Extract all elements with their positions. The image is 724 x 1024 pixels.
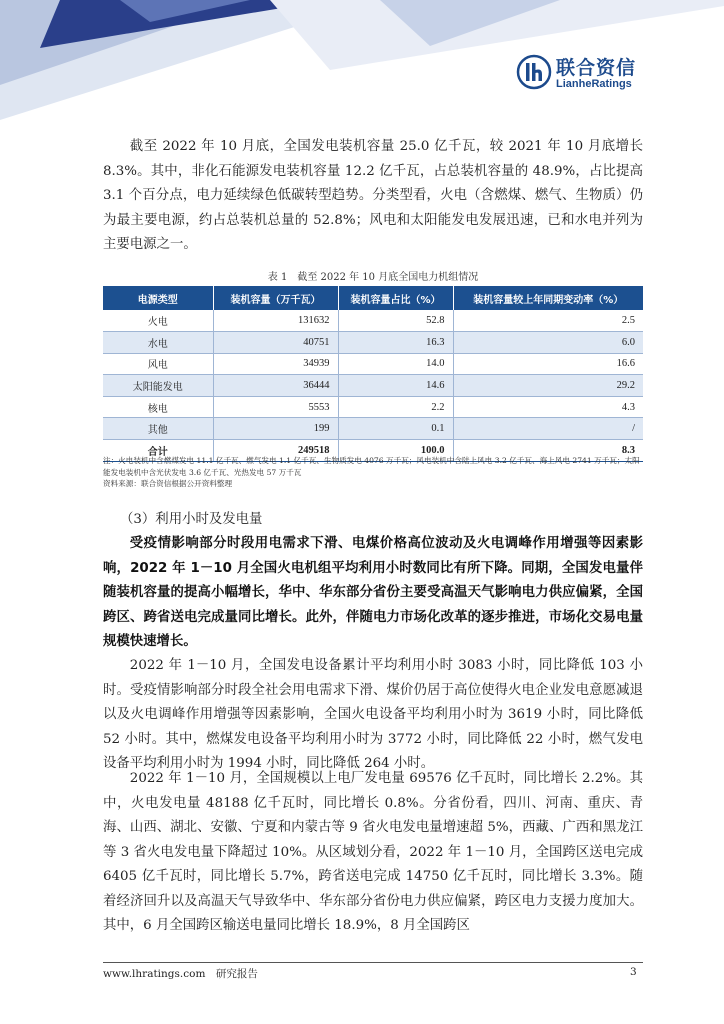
header-type: 电源类型 [103, 286, 213, 310]
cell-share: 52.8 [338, 310, 453, 332]
table-row [103, 418, 643, 440]
table-row [103, 332, 643, 354]
cell-share: 16.3 [338, 332, 453, 354]
footer-site: www.lhratings.com 研究报告 [103, 968, 258, 980]
hours-paragraph: 2022 年 1－10 月，全国发电设备累计平均利用小时 3083 小时，同比降低 103 小时。受疫情影响部分时段全社会用电需求下滑、煤价仍居于高位使得火电企业发电意愿减退以及火电调峰作用增强等因素影响，全国火电设备平均利用小时为 3619 小时，同比降低 52 小时。其中，燃煤发电设备平均利用小时为 3772 小时，同比降低 22 小时，燃气发电设备平均利用小时为 1994 小时，同比降低 264 小时。 [103, 658, 643, 771]
section-subheading: （3）利用小时及发电量 [120, 512, 263, 527]
cell-change: 16.6 [453, 353, 643, 375]
cell-change: 8.3 [453, 440, 643, 462]
table-row [103, 396, 643, 418]
header-share: 装机容量占比（%） [338, 286, 453, 310]
table-row [103, 310, 643, 332]
cell-share: 14.0 [338, 353, 453, 375]
section-summary: 受疫情影响部分时段用电需求下滑、电煤价格高位波动及火电调峰作用增强等因素影响，2022 年 1－10 月全国火电机组平均利用小时数同比有所下降。同期，全国发电量伴随装机容量的提高小幅增长，华中、华东部分省份主要受高温天气影响电力供应偏紧，全国跨区、跨省送电完成量同比增长。此外，伴随电力市场化改革的逐步推进，市场化交易电量规模快速增长。 [103, 536, 643, 649]
cell-share: 2.2 [338, 396, 453, 418]
cell-type: 核电 [103, 396, 213, 418]
cell-type: 火电 [103, 310, 213, 332]
page-number: 3 [630, 966, 637, 978]
table-caption: 表 1 截至 2022 年 10 月底全国电力机组情况 [267, 272, 479, 283]
table-header-row [103, 286, 643, 310]
cell-share: 0.1 [338, 418, 453, 440]
company-logo [516, 50, 646, 94]
cell-change: 29.2 [453, 375, 643, 397]
logo-english-text: LianheRatings [556, 78, 632, 90]
cell-capacity: 249518 [213, 440, 338, 462]
cell-share: 14.6 [338, 375, 453, 397]
cell-change: 6.0 [453, 332, 643, 354]
table-row [103, 353, 643, 375]
intro-paragraph: 截至 2022 年 10 月底，全国发电装机容量 25.0 亿千瓦，较 2021 年 10 月底增长 8.3%。其中，非化石能源发电装机容量 12.2 亿千瓦，占总装机容量的 48.9%，占比提高 3.1 个百分点，电力延续绿色低碳转型趋势。分类型看，火电（含燃煤、燃气、生物质）仍为最主要电源，约占总装机总量的 52.8%；风电和太阳能发电发展迅速，已和水电并列为主要电源之一。 [103, 139, 643, 252]
cell-share: 100.0 [338, 440, 453, 462]
cell-type: 水电 [103, 332, 213, 354]
header-change: 装机容量较上年同期变动率（%） [453, 286, 643, 310]
cell-capacity: 5553 [213, 396, 338, 418]
cell-type: 其他 [103, 418, 213, 440]
cell-type: 合计 [103, 440, 213, 462]
footer-divider [103, 962, 643, 963]
cell-capacity: 131632 [213, 310, 338, 332]
table-note: 注：火电装机中含燃煤发电 11.1 亿千瓦、燃气发电 1.1 亿千瓦、生物质发电 4076 万千瓦；风电装机中含陆上风电 3.2 亿千瓦、海上风电 2741 万千瓦；太阳能发电装机中含光伏发电 3.6 亿千瓦、光热发电 57 万千瓦 [103, 456, 640, 477]
cell-change: / [453, 418, 643, 440]
cell-change: 2.5 [453, 310, 643, 332]
capacity-table [103, 286, 643, 462]
cell-change: 4.3 [453, 396, 643, 418]
generation-paragraph: 2022 年 1－10 月，全国规模以上电厂发电量 69576 亿千瓦时，同比增长 2.2%。其中，火电发电量 48188 亿千瓦时，同比增长 0.8%。分省份看，四川、河南、重庆、青海、山西、湖北、安徽、宁夏和内蒙古等 9 省火电发电量增速超 5%，西藏、广西和黑龙江等 3 省火电发电量下降超过 10%。从区域划分看，2022 年 1－10 月，全国跨区送电完成 6405 亿千瓦时，同比增长 5.7%，跨省送电完成 14750 亿千瓦时，同比增长 3.3%。随着经济回升以及高温天气导致华中、华东部分省份电力供应偏紧，跨区电力支援力度加大。其中，6 月全国跨区输送电量同比增长 18.9%，8 月全国跨区 [103, 771, 643, 933]
logo-mark-icon [516, 54, 552, 90]
cell-capacity: 199 [213, 418, 338, 440]
cell-type: 太阳能发电 [103, 375, 213, 397]
cell-capacity: 36444 [213, 375, 338, 397]
logo-chinese-text: 联合资信 [556, 57, 637, 79]
cell-type: 风电 [103, 353, 213, 375]
cell-capacity: 40751 [213, 332, 338, 354]
header-capacity: 装机容量（万千瓦） [213, 286, 338, 310]
table-row [103, 375, 643, 397]
table-source: 资料来源：联合资信根据公开资料整理 [103, 479, 233, 488]
cell-capacity: 34939 [213, 353, 338, 375]
